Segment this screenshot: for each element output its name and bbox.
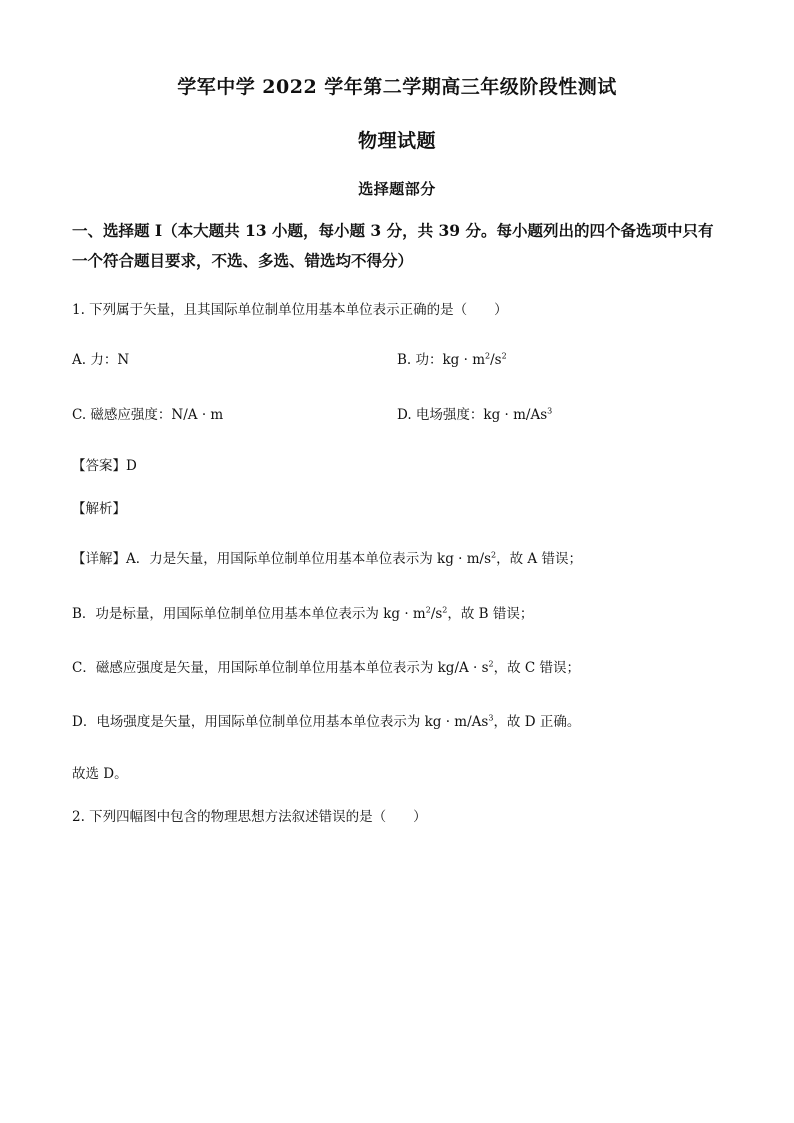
q1-detail-b-suffix: ，故 B 错误； <box>447 606 534 622</box>
q1-detail-a-sup: 2 <box>491 550 497 560</box>
q1-detail-a <box>72 547 582 567</box>
part-title: 选择题部分 <box>358 180 436 198</box>
q1-detail-d-suffix: ，故 D 正确。 <box>493 714 581 730</box>
question-1-stem: 1. 下列属于矢量，且其国际单位制单位用基本单位表示正确的是（ ） <box>72 302 508 318</box>
q1-option-b-mid: /s <box>490 352 502 368</box>
q1-option-b-sup1: 2 <box>485 351 491 361</box>
q1-answer: 【答案】D <box>72 458 137 474</box>
section-heading: 一、选择题 I（本大题共 13 小题，每小题 3 分，共 39 分。每小题列出的四个备选项中只有一个符合题目要求，不选、多选、错选均不得分） <box>72 221 714 270</box>
q1-conclusion: 故选 D。 <box>72 766 128 782</box>
q1-detail-b-prefix: B．功是标量，用国际单位制单位用基本单位表示为 kg · m <box>72 606 426 622</box>
q1-option-d-sup: 3 <box>547 406 553 416</box>
q1-option-b-sup2: 2 <box>501 351 507 361</box>
q1-option-b-prefix: B. 功：kg · m <box>397 352 486 368</box>
q1-option-c: C. 磁感应强度：N/A · m <box>72 407 224 423</box>
q1-detail-c-suffix: ，故 C 错误； <box>493 660 581 676</box>
q1-detail-c <box>72 656 580 676</box>
q1-option-d <box>397 403 552 423</box>
q1-detail-b-sup2: 2 <box>442 605 448 615</box>
q1-detail-d-prefix: D．电场强度是矢量，用国际单位制单位用基本单位表示为 kg · m/As <box>72 714 489 730</box>
q1-detail-b <box>72 602 533 622</box>
exam-title: 学军中学 2022 学年第二学期高三年级阶段性测试 <box>177 76 617 98</box>
q1-detail-d-sup: 3 <box>488 713 494 723</box>
q1-detail-b-mid: /s <box>430 606 443 622</box>
q1-detail-a-prefix: 【详解】A．力是矢量，用国际单位制单位用基本单位表示为 kg · m/s <box>72 551 492 567</box>
q1-option-b <box>397 348 507 368</box>
q1-detail-c-sup: 2 <box>488 659 494 669</box>
q1-detail-c-prefix: C．磁感应强度是矢量，用国际单位制单位用基本单位表示为 kg/A · s <box>72 660 489 676</box>
question-2-stem: 2. 下列四幅图中包含的物理思想方法叙述错误的是（ ） <box>72 809 427 825</box>
q1-detail-b-sup1: 2 <box>425 605 431 615</box>
q1-analysis-label: 【解析】 <box>72 501 126 517</box>
subject-title: 物理试题 <box>357 130 436 152</box>
q1-detail-a-suffix: ，故 A 错误； <box>496 551 582 567</box>
q1-option-d-prefix: D. 电场强度：kg · m/As <box>397 407 548 423</box>
q1-option-a: A. 力：N <box>72 352 130 368</box>
q1-detail-d <box>72 710 580 730</box>
